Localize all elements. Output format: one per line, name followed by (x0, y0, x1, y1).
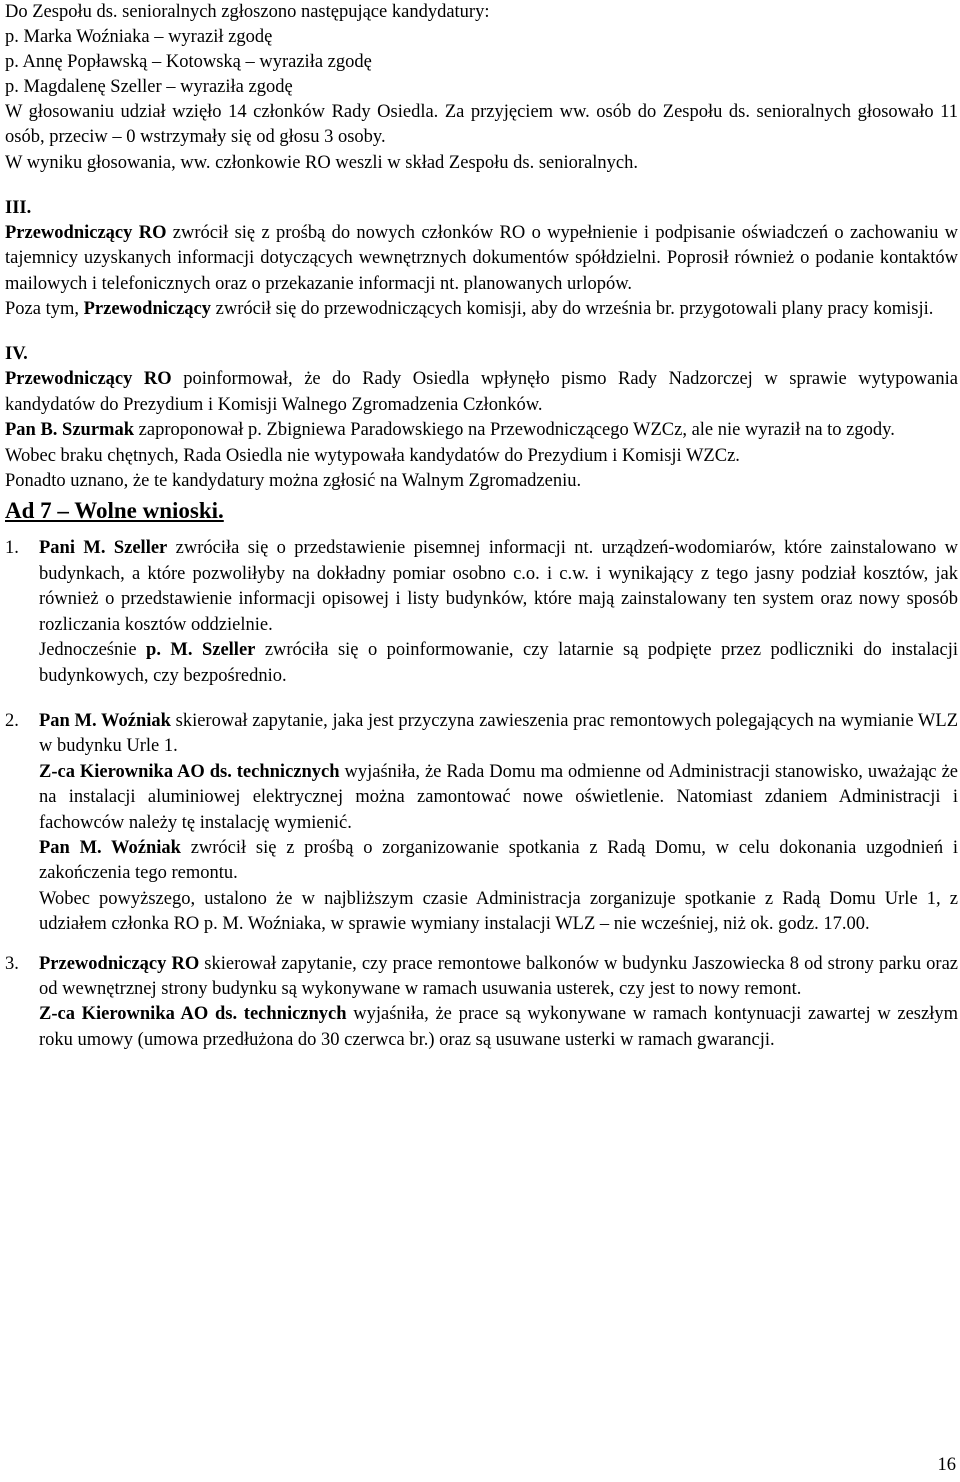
vote-result: W wyniku głosowania, ww. członkowie RO weszli w skład Zespołu ds. senioralnych. (5, 152, 639, 173)
page-number: 16 (937, 1455, 956, 1475)
paragraph-text: zwróciła się o poinformowanie, czy latarnie są podpięte przez podliczniki do instalacji budynkowych, czy bezpośrednio. (39, 640, 958, 686)
paragraph-text: zwrócił się z prośbą o zorganizowanie spotkania z Radą Domu, w celu dokonania uzgodnień i zakończenia tego remontu. (39, 837, 958, 884)
speaker-name: Z-ca Kierownika AO ds. technicznych (39, 1004, 347, 1025)
document-page (5, 0, 958, 1053)
speaker-name: p. M. Szeller (146, 640, 256, 661)
speaker-name: Przewodniczący RO (5, 369, 172, 390)
paragraph-text: zwrócił się do przewodniczących komisji, aby do września br. przygotowali plany pracy komisji. (211, 299, 934, 320)
section-paragraph: Wobec braku chętnych, Rada Osiedla nie wytypowała kandydatów do Prezydium i Komisji WZCz. (5, 445, 740, 466)
item-number: 2. (5, 710, 19, 731)
speaker-name: Przewodniczący (83, 299, 212, 320)
paragraph-text: zaproponował p. Zbigniewa Paradowskiego na Przewodniczącego WZCz, ale nie wyraził na to zgody. (134, 420, 895, 441)
item-number: 3. (5, 953, 19, 974)
candidate-line: p. Annę Popławską – Kotowską – wyraziła zgodę (5, 52, 372, 72)
speaker-name: Pan B. Szurmak (5, 420, 135, 441)
paragraph-text: Poza tym, (5, 299, 84, 320)
speaker-name: Przewodniczący RO (5, 222, 167, 243)
list-item (5, 952, 958, 1054)
candidates-intro: Do Zespołu ds. senioralnych zgłoszono następujące kandydatury: (5, 2, 490, 22)
candidate-line: p. Magdalenę Szeller – wyraziła zgodę (5, 77, 293, 97)
list-item (5, 536, 958, 688)
paragraph-text: wyjaśniła, że prace są wykonywane w ramach kontynuacji zawartej w zeszłym roku umowy (umowa przedłużona do 30 czerwca br.) oraz są usuwane usterki w ramach gwarancji. (39, 1004, 958, 1050)
section-paragraph: Ponadto uznano, że te kandydatury można zgłosić na Walnym Zgromadzeniu. (5, 471, 582, 492)
candidates-block (5, 0, 958, 176)
paragraph-text: zwróciła się o przedstawienie pisemnej informacji nt. urządzeń-wodomiarów, które zainstalowano w budynkach, a które pozwoliłyby na dokładny pomiar osobno c.o. i c.w. i wynikający z tego jasny podział kosztów, jak również o przedstawienie informacji opisowej i listy budynków, które mają zainstalowany ten system oraz nowy sposób rozliczania kosztów oddzielnie. (39, 538, 958, 635)
section-number: IV. (5, 344, 28, 365)
speaker-name: Przewodniczący RO (39, 953, 200, 974)
section-paragraph (5, 297, 958, 322)
paragraph-text: Jednocześnie (39, 640, 147, 661)
candidate-line: p. Marka Woźniaka – wyraził zgodę (5, 27, 273, 47)
section-iii (5, 196, 958, 323)
paragraph-text: skierował zapytanie, jaka jest przyczyna zawieszenia prac remontowych polegających na wymianie WLZ w budynku Urle 1. (39, 710, 958, 757)
section-paragraph (5, 418, 958, 443)
section-iv (5, 342, 958, 494)
paragraph-text: Wobec powyższego, ustalono że w najbliższym czasie Administracja zorganizuje spotkanie z Radą Domu Urle 1, z udziałem członka RO p. M. Woźniaka, w sprawie wymiany instalacji WLZ – nie wcześniej, niż ok. godz. 17.00. (39, 888, 958, 935)
speaker-name: Pan M. Woźniak (39, 837, 181, 858)
list-item (5, 709, 958, 938)
item-body (39, 536, 958, 688)
item-body (39, 709, 958, 938)
item-body (39, 952, 958, 1054)
section-paragraph (5, 367, 958, 418)
paragraph-text: wyjaśniła, że Rada Domu ma odmienne od Administracji stanowisko, uważając że na instalacji aluminiowej elektrycznej można zamontować nowe oświetlenie. Natomiast zdaniem Administracji i fachowców należy tę instalację wymienić. (39, 761, 958, 833)
speaker-name: Z-ca Kierownika AO ds. technicznych (39, 761, 340, 782)
section-number: III. (5, 197, 32, 218)
speaker-name: Pani M. Szeller (39, 538, 168, 559)
section-paragraph (5, 221, 958, 297)
agenda-heading: Ad 7 – Wolne wnioski. (5, 498, 224, 524)
paragraph-text: poinformował, że do Rady Osiedla wpłynęło pismo Rady Nadzorczej w sprawie wytypowania kandydatów do Prezydium i Komisji Walnego Zgromadzenia Członków. (5, 369, 958, 415)
paragraph-text: skierował zapytanie, czy prace remontowe balkonów w budynku Jaszowiecka 8 od strony parku oraz od wewnętrznej strony budynku są wykonywane w ramach usuwania usterek, czy jest to nowy remont. (39, 953, 958, 999)
paragraph-text: zwrócił się z prośbą do nowych członków RO o wypełnienie i podpisanie oświadczeń o zachowaniu w tajemnicy uzyskanych informacji dotyczących wewnętrznych dokumentów spółdzielni. Poprosił również o podanie kontaktów mailowych i telefonicznych oraz o przekazanie informacji nt. planowanych urlopów. (5, 222, 958, 294)
item-number: 1. (5, 538, 19, 559)
speaker-name: Pan M. Woźniak (39, 710, 171, 731)
vote-paragraph: W głosowaniu udział wzięło 14 członków Rady Osiedla. Za przyjęciem ww. osób do Zespołu ds. senioralnych głosowało 11 osób, przeciw – 0 wstrzymały się od głosu 3 osoby. (5, 102, 958, 148)
